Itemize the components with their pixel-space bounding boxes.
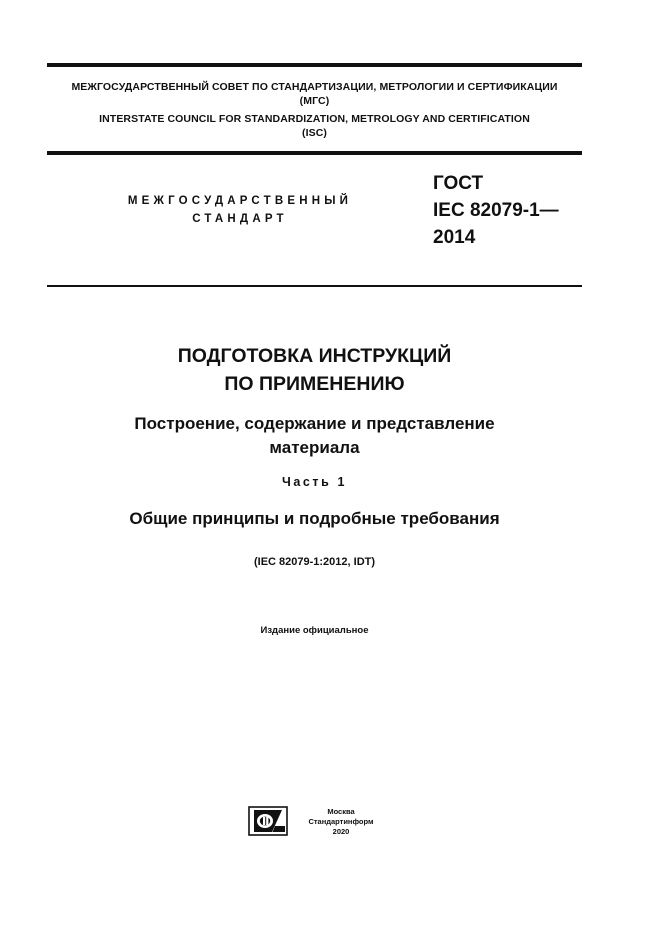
standartinform-logo-icon bbox=[248, 806, 288, 836]
standard-kind-line2: СТАНДАРТ bbox=[192, 213, 288, 225]
document-title-line1: ПОДГОТОВКА ИНСТРУКЦИЙ bbox=[177, 345, 452, 367]
document-subtitle-line1: Построение, содержание и представление bbox=[134, 414, 495, 433]
standard-designation-line2: IEC 82079-1— bbox=[433, 200, 559, 221]
publication-year: 2020 bbox=[332, 827, 350, 836]
middle-rule bbox=[47, 151, 582, 155]
iec-reference: (IEC 82079-1:2012, IDT) bbox=[253, 556, 376, 568]
council-name-ru: МЕЖГОСУДАРСТВЕННЫЙ СОВЕТ ПО СТАНДАРТИЗАЦИИ, МЕТРОЛОГИИ И СЕРТИФИКАЦИИ bbox=[71, 81, 558, 93]
standard-designation-line1: ГОСТ bbox=[433, 173, 484, 194]
publisher-name: Стандартинформ bbox=[308, 817, 374, 826]
council-abbr-en: (ISC) bbox=[302, 127, 327, 139]
standard-kind-line1: МЕЖГОСУДАРСТВЕННЫЙ bbox=[127, 195, 353, 207]
part-title: Общие принципы и подробные требования bbox=[129, 509, 500, 528]
lower-rule bbox=[47, 285, 582, 287]
standard-designation-line3: 2014 bbox=[433, 227, 476, 248]
document-title-line2: ПО ПРИМЕНЕНИЮ bbox=[224, 373, 405, 395]
council-abbr-ru: (МГС) bbox=[299, 95, 330, 107]
top-rule bbox=[47, 63, 582, 67]
document-subtitle-line2: материала bbox=[269, 438, 360, 457]
part-number: Часть 1 bbox=[281, 475, 348, 489]
publisher-city: Москва bbox=[327, 807, 355, 816]
edition-note: Издание официальное bbox=[260, 625, 369, 636]
council-name-en: INTERSTATE COUNCIL FOR STANDARDIZATION, METROLOGY AND CERTIFICATION bbox=[99, 113, 530, 125]
